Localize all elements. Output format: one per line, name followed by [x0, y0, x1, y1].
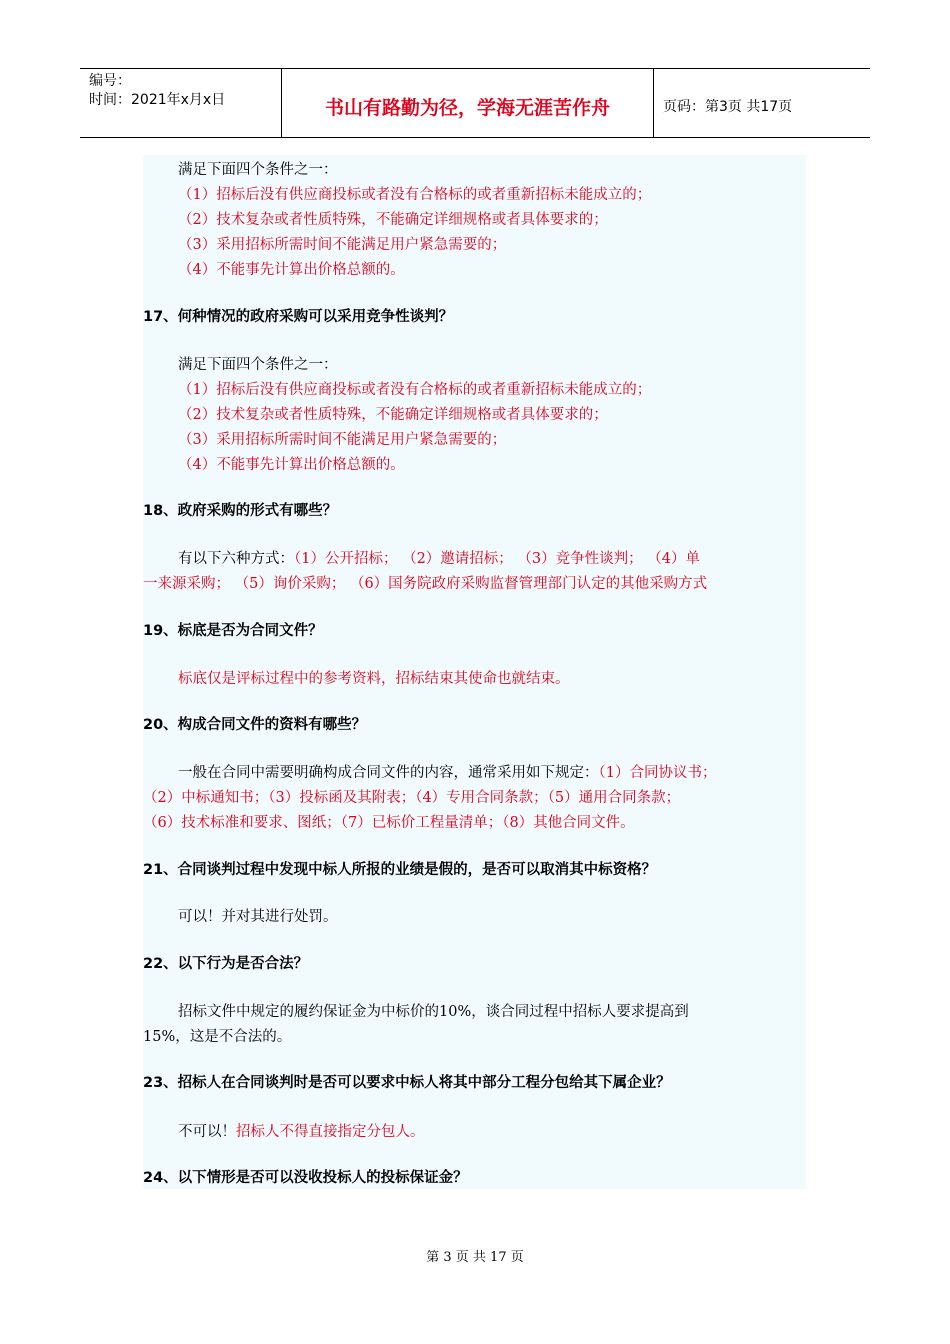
line-text: 满足下面四个条件之一：: [178, 357, 338, 373]
line-text: 可以！并对其进行处罚。: [178, 909, 338, 925]
answer-line: [178, 158, 338, 183]
line-text: 23、招标人在合同谈判时是否可以要求中标人将其中部分工程分包给其下属企业？: [143, 1075, 671, 1091]
line-text: （4）不能事先计算出价格总额的。: [178, 457, 405, 473]
line-text: 15%，这是不合法的。: [143, 1029, 292, 1045]
line-text: 一来源采购； （5）询价采购； （6）国务院政府采购监督管理部门认定的其他采购方式: [143, 576, 708, 592]
answer-line: [143, 1025, 291, 1050]
line-text: 22、以下行为是否合法？: [143, 956, 309, 972]
line-text: 24、以下情形是否可以没收投标人的投标保证金？: [143, 1170, 468, 1186]
question-heading: [143, 305, 453, 330]
answer-line-highlighted: [178, 233, 506, 258]
line-text: 一般在合同中需要明确构成合同文件的内容，通常采用如下规定：: [178, 765, 599, 781]
header-meta: [80, 69, 281, 137]
line-text: 17、何种情况的政府采购可以采用竞争性谈判？: [143, 309, 454, 325]
answer-line-highlighted: [143, 572, 707, 597]
answer-line-highlighted: [143, 786, 680, 811]
answer-line: [178, 761, 716, 786]
line-text: （3）采用招标所需时间不能满足用户紧急需要的；: [178, 432, 507, 448]
question-heading: [143, 713, 366, 738]
answer-line: [178, 1120, 425, 1145]
line-text: 18、政府采购的形式有哪些？: [143, 503, 338, 519]
answer-line-highlighted: [143, 811, 635, 836]
line-text: 19、标底是否为合同文件？: [143, 623, 323, 639]
answer-line-highlighted: [178, 453, 405, 478]
line-text: （6）技术标准和要求、图纸；（7）已标价工程量清单；（8）其他合同文件。: [143, 815, 635, 831]
line-text: （2）技术复杂或者性质特殊，不能确定详细规格或者具体要求的；: [178, 407, 608, 423]
document-body: [143, 155, 806, 1189]
answer-line: [178, 1000, 689, 1025]
header-motto: 书山有路勤为径，学海无涯苦作舟: [281, 69, 654, 137]
header-page-number: 页码：第3页 共17页: [663, 99, 793, 115]
line-highlight-text: （1）公开招标； （2）邀请招标； （3）竞争性谈判； （4）单: [294, 551, 700, 567]
line-text: （2）中标通知书；（3）投标函及其附表；（4）专用合同条款；（5）通用合同条款；: [143, 790, 681, 806]
answer-line: [178, 905, 338, 930]
question-heading: [143, 619, 323, 644]
question-heading: [143, 499, 337, 524]
line-text: （2）技术复杂或者性质特殊，不能确定详细规格或者具体要求的；: [178, 212, 608, 228]
line-text: （1）招标后没有供应商投标或者没有合格标的或者重新招标未能成立的；: [178, 187, 652, 203]
document-number-label: 编号：: [89, 73, 131, 89]
document-date-label: 时间：2021年x月x日: [89, 92, 226, 108]
line-text: （1）招标后没有供应商投标或者没有合格标的或者重新招标未能成立的；: [178, 382, 652, 398]
answer-line-highlighted: [178, 667, 570, 692]
answer-line-highlighted: [178, 183, 651, 208]
line-text: 有以下六种方式：: [178, 551, 294, 567]
page-footer: 第 3 页 共 17 页: [426, 1250, 524, 1265]
answer-line-highlighted: [178, 378, 651, 403]
line-text: 21、合同谈判过程中发现中标人所报的业绩是假的，是否可以取消其中标资格？: [143, 862, 657, 878]
page-header: [80, 68, 870, 138]
answer-line-highlighted: [178, 428, 506, 453]
line-text: 招标文件中规定的履约保证金为中标价的10%，谈合同过程中招标人要求提高到: [178, 1004, 689, 1020]
line-text: 20、构成合同文件的资料有哪些？: [143, 717, 367, 733]
line-text: 不可以！: [178, 1124, 236, 1140]
answer-line: [178, 353, 338, 378]
line-text: 标底仅是评标过程中的参考资料，招标结束其使命也就结束。: [178, 671, 570, 687]
question-heading: [143, 1071, 671, 1096]
line-text: 满足下面四个条件之一：: [178, 162, 338, 178]
question-heading: [143, 1166, 468, 1191]
answer-line-highlighted: [178, 403, 608, 428]
line-text: （3）采用招标所需时间不能满足用户紧急需要的；: [178, 237, 507, 253]
line-text: （4）不能事先计算出价格总额的。: [178, 262, 405, 278]
question-heading: [143, 952, 308, 977]
answer-line: [178, 547, 700, 572]
question-heading: [143, 858, 656, 883]
answer-line-highlighted: [178, 258, 405, 283]
answer-line-highlighted: [178, 208, 608, 233]
line-highlight-text: （1）合同协议书；: [598, 765, 717, 781]
line-highlight-text: 招标人不得直接指定分包人。: [236, 1124, 425, 1140]
